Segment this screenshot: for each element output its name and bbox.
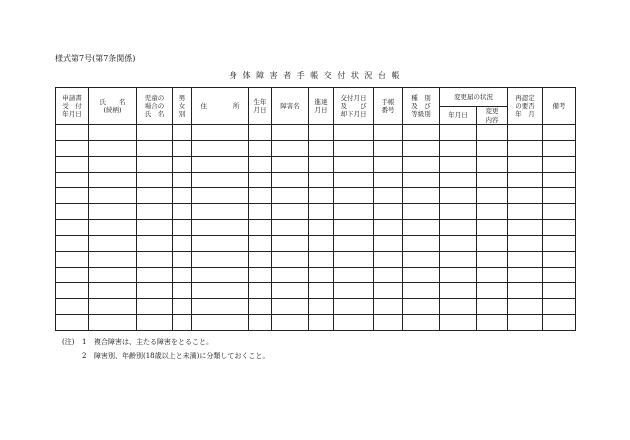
table-cell[interactable]: [508, 267, 543, 283]
column-header-name: 氏 名 (続柄): [89, 88, 137, 125]
table-cell[interactable]: [137, 188, 173, 204]
table-cell[interactable]: [403, 204, 440, 220]
table-row: [56, 251, 576, 267]
table-cell[interactable]: [137, 315, 173, 331]
table-cell[interactable]: [89, 172, 137, 188]
table-row: [56, 156, 576, 172]
table-cell[interactable]: [334, 188, 374, 204]
table-cell[interactable]: [89, 220, 137, 236]
table-cell[interactable]: [173, 315, 192, 331]
table-cell[interactable]: [440, 299, 477, 315]
table-cell[interactable]: [374, 315, 403, 331]
table-cell[interactable]: [374, 299, 403, 315]
table-cell[interactable]: [508, 172, 543, 188]
table-cell[interactable]: [440, 267, 477, 283]
notes: [62, 335, 269, 363]
table-cell[interactable]: [249, 156, 272, 172]
table-cell[interactable]: [137, 140, 173, 156]
note-item: [62, 349, 269, 363]
table-cell[interactable]: [440, 220, 477, 236]
note-item: [62, 335, 269, 349]
table-cell[interactable]: [173, 140, 192, 156]
table-cell[interactable]: [309, 220, 334, 236]
table-cell[interactable]: [403, 125, 440, 141]
column-header-birthdate: 生年 月日: [249, 88, 272, 125]
notes-prefix: (注): [62, 338, 75, 346]
table-cell[interactable]: [89, 267, 137, 283]
table-cell[interactable]: [56, 172, 89, 188]
table-cell[interactable]: [374, 125, 403, 141]
table-cell[interactable]: [440, 188, 477, 204]
table-cell[interactable]: [309, 156, 334, 172]
subcolumn-header-change-date: 年月日: [440, 107, 477, 125]
table-cell[interactable]: [192, 188, 249, 204]
table-cell[interactable]: [89, 125, 137, 141]
table-row: [56, 172, 576, 188]
table-cell[interactable]: [272, 315, 309, 331]
table-cell[interactable]: [272, 235, 309, 251]
table-cell[interactable]: [56, 235, 89, 251]
table-cell[interactable]: [440, 235, 477, 251]
table-cell[interactable]: [249, 140, 272, 156]
table-cell[interactable]: [173, 220, 192, 236]
table-cell[interactable]: [249, 125, 272, 141]
table-cell[interactable]: [403, 267, 440, 283]
table-cell[interactable]: [272, 267, 309, 283]
table-cell[interactable]: [508, 140, 543, 156]
note-text: 複合障害は、主たる障害をとること。: [94, 338, 213, 346]
table-row: [56, 188, 576, 204]
table-cell[interactable]: [173, 235, 192, 251]
table-cell[interactable]: [374, 188, 403, 204]
table-cell[interactable]: [272, 188, 309, 204]
table-cell[interactable]: [272, 204, 309, 220]
table-cell[interactable]: [249, 299, 272, 315]
column-header-disability-name: 障害名: [272, 88, 309, 125]
table-cell[interactable]: [403, 220, 440, 236]
column-header-application-date: 申請書 受 付 年月日: [56, 88, 89, 125]
table-cell[interactable]: [403, 235, 440, 251]
table-cell[interactable]: [440, 251, 477, 267]
table-cell[interactable]: [56, 125, 89, 141]
table-cell[interactable]: [334, 156, 374, 172]
table-cell[interactable]: [440, 125, 477, 141]
table-cell[interactable]: [192, 299, 249, 315]
table-cell[interactable]: [89, 188, 137, 204]
table-cell[interactable]: [508, 220, 543, 236]
table-cell[interactable]: [374, 172, 403, 188]
table-cell[interactable]: [543, 283, 576, 299]
table-cell[interactable]: [192, 156, 249, 172]
table-cell[interactable]: [440, 140, 477, 156]
table-cell[interactable]: [173, 156, 192, 172]
table-cell[interactable]: [403, 251, 440, 267]
table-row: [56, 283, 576, 299]
table-cell[interactable]: [374, 283, 403, 299]
table-cell[interactable]: [334, 220, 374, 236]
table-cell[interactable]: [440, 156, 477, 172]
table-cell[interactable]: [249, 172, 272, 188]
table-row: [56, 204, 576, 220]
table-cell[interactable]: [477, 251, 508, 267]
table-cell[interactable]: [249, 315, 272, 331]
table-cell[interactable]: [192, 235, 249, 251]
table-cell[interactable]: [508, 156, 543, 172]
table-row: [56, 220, 576, 236]
table-cell[interactable]: [403, 188, 440, 204]
table-cell[interactable]: [403, 140, 440, 156]
table-cell[interactable]: [192, 251, 249, 267]
table-cell[interactable]: [309, 204, 334, 220]
column-header-child-name: 児童の 場合の 氏 名: [137, 88, 173, 125]
table-cell[interactable]: [440, 172, 477, 188]
table-cell[interactable]: [543, 140, 576, 156]
table-cell[interactable]: [173, 204, 192, 220]
table-cell[interactable]: [137, 156, 173, 172]
table-cell[interactable]: [192, 172, 249, 188]
table-cell[interactable]: [477, 267, 508, 283]
table-cell[interactable]: [403, 156, 440, 172]
table-cell[interactable]: [440, 283, 477, 299]
table-cell[interactable]: [477, 220, 508, 236]
table-cell[interactable]: [89, 283, 137, 299]
table-cell[interactable]: [477, 299, 508, 315]
table-cell[interactable]: [56, 204, 89, 220]
table-cell[interactable]: [137, 220, 173, 236]
table-cell[interactable]: [309, 283, 334, 299]
table-cell[interactable]: [192, 204, 249, 220]
table-cell[interactable]: [272, 125, 309, 141]
table-cell[interactable]: [508, 188, 543, 204]
table-cell[interactable]: [309, 125, 334, 141]
table-cell[interactable]: [137, 299, 173, 315]
table-cell[interactable]: [477, 315, 508, 331]
table-cell[interactable]: [403, 283, 440, 299]
column-header-type-grade: 種 別 及 び 等級別: [403, 88, 440, 125]
table-cell[interactable]: [192, 220, 249, 236]
table-cell[interactable]: [440, 315, 477, 331]
table-row: [56, 125, 576, 141]
table-cell[interactable]: [477, 235, 508, 251]
table-cell[interactable]: [508, 125, 543, 141]
table-cell[interactable]: [374, 267, 403, 283]
note-number: 1: [82, 338, 87, 346]
table-cell[interactable]: [309, 188, 334, 204]
table-cell[interactable]: [56, 315, 89, 331]
note-number: 2: [82, 352, 87, 360]
table-cell[interactable]: [89, 140, 137, 156]
subcolumn-header-change-content: 変更 内容: [477, 107, 508, 125]
table-cell[interactable]: [334, 140, 374, 156]
table-row: [56, 267, 576, 283]
table-cell[interactable]: [374, 220, 403, 236]
table-cell[interactable]: [173, 299, 192, 315]
table-cell[interactable]: [374, 235, 403, 251]
column-header-forwarding-date: 進達 月日: [309, 88, 334, 125]
table-cell[interactable]: [137, 204, 173, 220]
table-cell[interactable]: [508, 283, 543, 299]
table-cell[interactable]: [309, 251, 334, 267]
table-row: [56, 299, 576, 315]
table-cell[interactable]: [137, 235, 173, 251]
table-cell[interactable]: [477, 204, 508, 220]
table-cell[interactable]: [334, 299, 374, 315]
table-cell[interactable]: [249, 283, 272, 299]
table-cell[interactable]: [56, 267, 89, 283]
table-cell[interactable]: [249, 220, 272, 236]
table-cell[interactable]: [249, 267, 272, 283]
table-cell[interactable]: [543, 204, 576, 220]
table-cell[interactable]: [56, 283, 89, 299]
column-header-address: 住 所: [192, 88, 249, 125]
table-cell[interactable]: [192, 283, 249, 299]
table-cell[interactable]: [334, 315, 374, 331]
table-cell[interactable]: [192, 315, 249, 331]
table-cell[interactable]: [334, 251, 374, 267]
table-cell[interactable]: [374, 156, 403, 172]
table-cell[interactable]: [543, 172, 576, 188]
table-row: [56, 140, 576, 156]
table-cell[interactable]: [192, 140, 249, 156]
table-cell[interactable]: [440, 204, 477, 220]
table-cell[interactable]: [543, 220, 576, 236]
table-cell[interactable]: [508, 299, 543, 315]
table-cell[interactable]: [272, 140, 309, 156]
table-cell[interactable]: [477, 172, 508, 188]
table-cell[interactable]: [334, 125, 374, 141]
table-cell[interactable]: [89, 204, 137, 220]
table-cell[interactable]: [309, 315, 334, 331]
table-cell[interactable]: [249, 188, 272, 204]
column-header-remarks: 備考: [543, 88, 576, 125]
table-cell[interactable]: [543, 188, 576, 204]
table-cell[interactable]: [508, 204, 543, 220]
table-cell[interactable]: [56, 156, 89, 172]
table-cell[interactable]: [508, 251, 543, 267]
table-cell[interactable]: [403, 172, 440, 188]
form-number: 様式第7号(第7条関係): [55, 54, 136, 63]
table-row: [56, 235, 576, 251]
table-cell[interactable]: [173, 251, 192, 267]
table-cell[interactable]: [89, 235, 137, 251]
table-cell[interactable]: [272, 156, 309, 172]
table-cell[interactable]: [403, 299, 440, 315]
table-cell[interactable]: [334, 283, 374, 299]
table-cell[interactable]: [173, 172, 192, 188]
table-cell[interactable]: [334, 267, 374, 283]
table-cell[interactable]: [374, 204, 403, 220]
table-cell[interactable]: [334, 204, 374, 220]
table-cell[interactable]: [543, 235, 576, 251]
table-cell[interactable]: [309, 299, 334, 315]
table-cell[interactable]: [56, 299, 89, 315]
table-cell[interactable]: [543, 251, 576, 267]
table-cell[interactable]: [272, 283, 309, 299]
column-header-sex: 男 女 別: [173, 88, 192, 125]
table-cell[interactable]: [89, 251, 137, 267]
table-cell[interactable]: [137, 283, 173, 299]
table-cell[interactable]: [334, 172, 374, 188]
table-cell[interactable]: [477, 188, 508, 204]
table-cell[interactable]: [137, 267, 173, 283]
table-cell[interactable]: [272, 220, 309, 236]
table-cell[interactable]: [272, 299, 309, 315]
table-cell[interactable]: [309, 267, 334, 283]
document-title: 身 体 障 害 者 手 帳 交 付 状 況 台 帳: [228, 71, 401, 80]
table-cell[interactable]: [249, 235, 272, 251]
table-cell[interactable]: [173, 267, 192, 283]
table-cell[interactable]: [477, 283, 508, 299]
table-cell[interactable]: [374, 140, 403, 156]
table-cell[interactable]: [137, 251, 173, 267]
table-cell[interactable]: [403, 315, 440, 331]
column-header-issue-date: 交付月日 及 び 却下月日: [334, 88, 374, 125]
table-cell[interactable]: [543, 315, 576, 331]
table-cell[interactable]: [192, 125, 249, 141]
table-cell[interactable]: [249, 204, 272, 220]
table-cell[interactable]: [249, 251, 272, 267]
table-cell[interactable]: [89, 315, 137, 331]
table-cell[interactable]: [309, 235, 334, 251]
table-cell[interactable]: [477, 156, 508, 172]
column-header-handbook-number: 手帳 番号: [374, 88, 403, 125]
table-cell[interactable]: [508, 315, 543, 331]
table-cell[interactable]: [543, 125, 576, 141]
column-header-change-status: 変更届の状況: [440, 88, 508, 107]
table-cell[interactable]: [192, 267, 249, 283]
table-cell[interactable]: [173, 283, 192, 299]
table-cell[interactable]: [477, 125, 508, 141]
table-cell[interactable]: [56, 251, 89, 267]
column-header-recertification: 再認定 の要否 年 月: [508, 88, 543, 125]
table-cell[interactable]: [334, 235, 374, 251]
table-cell[interactable]: [508, 235, 543, 251]
table-cell[interactable]: [272, 172, 309, 188]
table-cell[interactable]: [56, 188, 89, 204]
table-cell[interactable]: [137, 172, 173, 188]
table-cell[interactable]: [309, 172, 334, 188]
ledger-table: [55, 87, 576, 331]
table-cell[interactable]: [309, 140, 334, 156]
table-cell[interactable]: [56, 220, 89, 236]
table-cell[interactable]: [543, 156, 576, 172]
table-cell[interactable]: [89, 299, 137, 315]
table-cell[interactable]: [56, 140, 89, 156]
table-cell[interactable]: [272, 251, 309, 267]
table-row: [56, 315, 576, 331]
table-cell[interactable]: [543, 299, 576, 315]
table-cell[interactable]: [477, 140, 508, 156]
table-cell[interactable]: [137, 125, 173, 141]
table-cell[interactable]: [543, 267, 576, 283]
table-cell[interactable]: [173, 188, 192, 204]
note-text: 障害別、年齢別(18歳以上と未満)に分類しておくこと。: [94, 352, 270, 360]
table-cell[interactable]: [89, 156, 137, 172]
table-cell[interactable]: [374, 251, 403, 267]
table-cell[interactable]: [173, 125, 192, 141]
